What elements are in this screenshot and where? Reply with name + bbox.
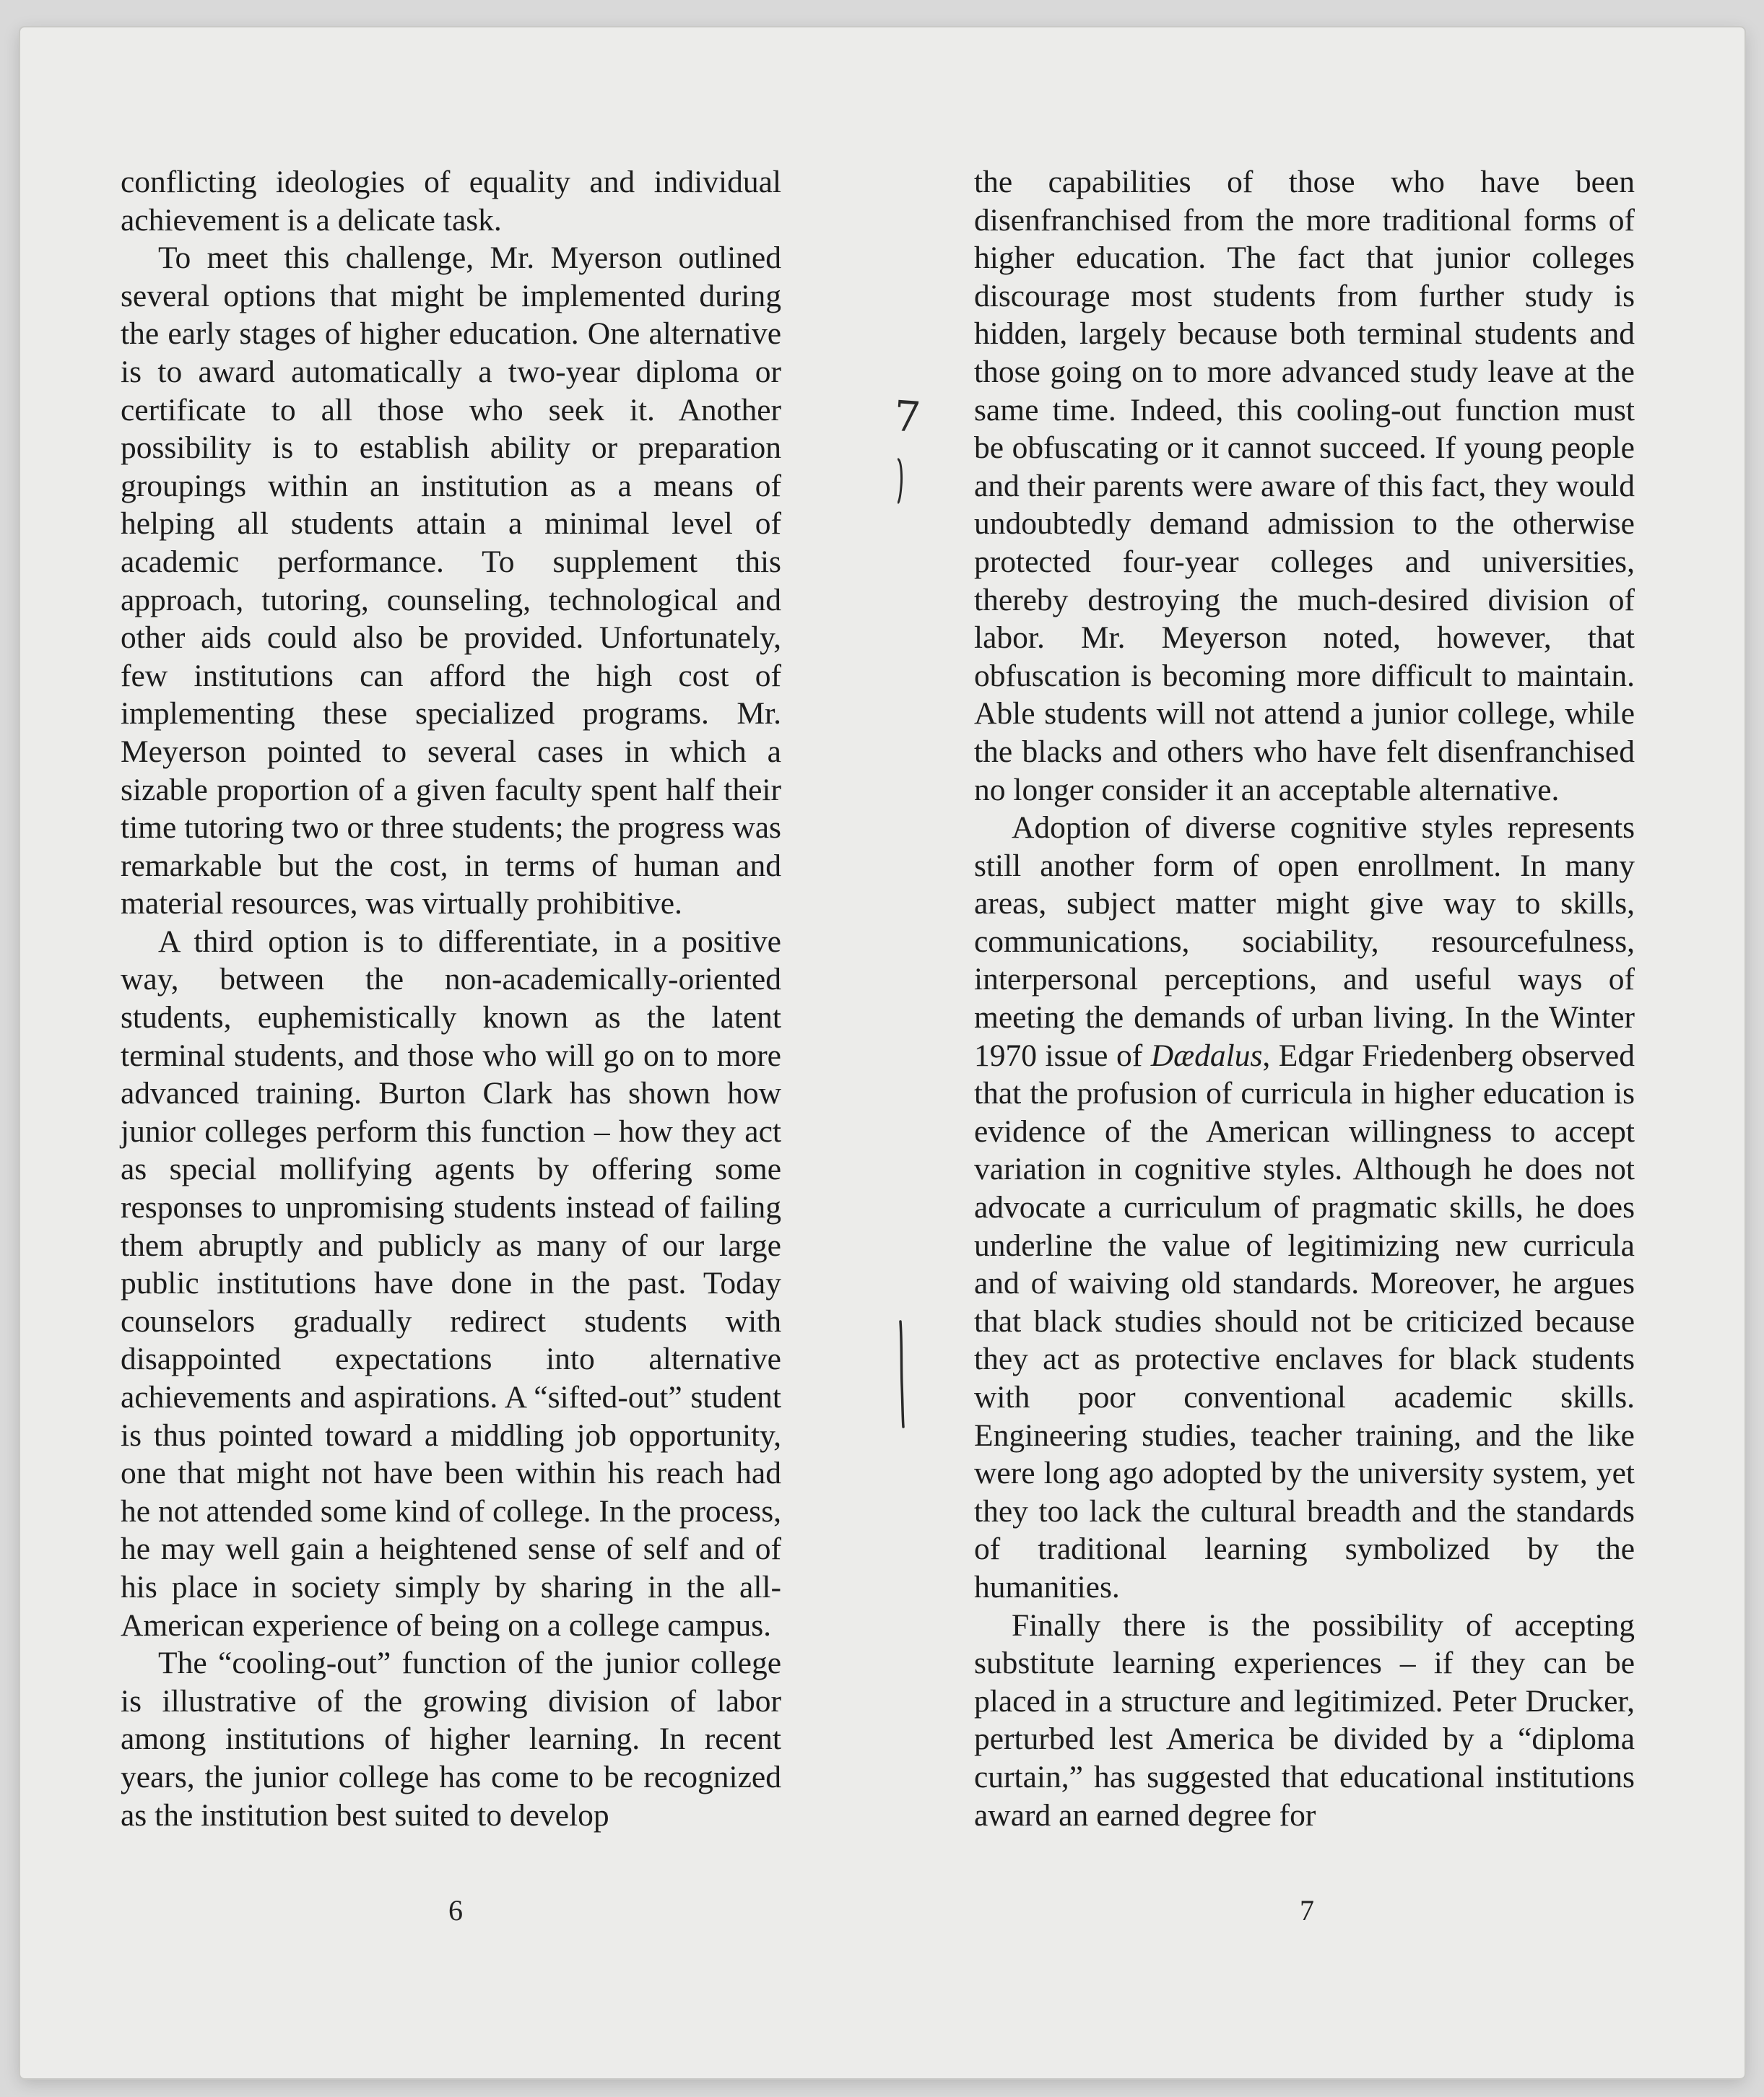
handwritten-bracket-mark-upper	[898, 458, 903, 504]
left-page-text-column	[121, 163, 781, 1834]
left-page-number: 6	[448, 1894, 463, 1927]
handwritten-line-mark-lower	[898, 1320, 905, 1428]
scanned-page-spread	[20, 27, 1745, 2078]
right-paragraph-2	[974, 809, 1635, 1606]
right-paragraph-1: the capabilities of those who have been disenfranchised from the more traditional forms of higher education. The fact that junior colleges discourage most students from further study is hidden, largely because both terminal students and those going on to more advanced study leave at the same time. Indeed, this cooling-out function must be obfuscating or it cannot succeed. If young people and their parents were aware of this fact, they would undoubtedly demand admission to the otherwise protected four-year colleges and universities, thereby destroying the much-desired division of labor. Mr. Meyerson noted, however, that obfuscation is becoming more difficult to maintain. Able students will not attend a junior college, while the blacks and others who have felt disenfranchised no longer consider it an acceptable alternative.	[974, 165, 1635, 807]
right-page-number: 7	[1300, 1894, 1314, 1927]
left-paragraph-3: A third option is to differentiate, in a positive way, between the non-academically-oriented students, euphemistically known as the latent terminal students, and those who will go on to more advanced training. Burton Clark has shown how junior colleges perform this function – how they act as special mollifying agents by offering some responses to unpromising students instead of failing them abruptly and publicly as many of our large public institutions have done in the past. Today counselors gradually redirect students with disappointed expectations into alternative achievements and aspirations. A “sifted-out” student is thus pointed toward a middling job opportunity, one that might not have been within his reach had he not attended some kind of college. In the process, he may well gain a heightened sense of self and of his place in society simply by sharing in the all-American experience of being on a college campus.	[121, 924, 781, 1643]
left-paragraph-2: To meet this challenge, Mr. Myerson outlined several options that might be implemented during the early stages of higher education. One alternative is to award automatically a two-year diploma or certificate to all those who seek it. Another possibility is to establish ability or preparation groupings within an institution as a means of helping all students attain a minimal level of academic performance. To supplement this approach, tutoring, counseling, technological and other aids could also be provided. Unfortunately, few institutions can afford the high cost of implementing these specialized programs. Mr. Meyerson pointed to several cases in which a sizable proportion of a given faculty spent half their time tutoring two or three students; the progress was remarkable but the cost, in terms of human and material resources, was virtually prohibitive.	[121, 240, 781, 921]
right-paragraph-3: Finally there is the possibility of accepting substitute learning experiences – if they can be placed in a structure and legitimized. Peter Drucker, perturbed lest America be divided by a “diploma curtain,” has suggested that educational institutions award an earned degree for	[974, 1607, 1635, 1833]
right-page-text-column	[974, 163, 1635, 1834]
right-paragraph-2-text-before: Adoption of diverse cognitive styles represents still another form of open enrollment. In many areas, subject matter might give way to skills, communications, sociability, resourcefulness, interpersonal perceptions, and useful ways of meeting the demands of urban living. In the Winter 1970 issue of	[974, 810, 1635, 1073]
journal-title-daedalus: Dædalus	[1150, 1038, 1263, 1073]
right-paragraph-2-text-after: , Edgar Friedenberg observed that the profusion of curricula in higher education is evidence of the American willingness to accept variation in cognitive styles. Although he does not advocate a curriculum of pragmatic skills, he does underline the value of legitimizing new curricula and of waiving old standards. Moreover, he argues that black studies should not be criticized because they act as protective enclaves for black students with poor conventional academic skills. Engineering studies, teacher training, and the like were long ago adopted by the university system, yet they too lack the cultural breadth and the standards of traditional learning symbolized by the humanities.	[974, 1038, 1635, 1605]
left-paragraph-4: The “cooling-out” function of the junior college is illustrative of the growing division of labor among institutions of higher learning. In recent years, the junior college has come to be recognized as the institution best suited to develop	[121, 1646, 781, 1833]
left-paragraph-1: conflicting ideologies of equality and individual achievement is a delicate task.	[121, 165, 781, 238]
handwritten-seven-mark: 7	[892, 391, 923, 443]
